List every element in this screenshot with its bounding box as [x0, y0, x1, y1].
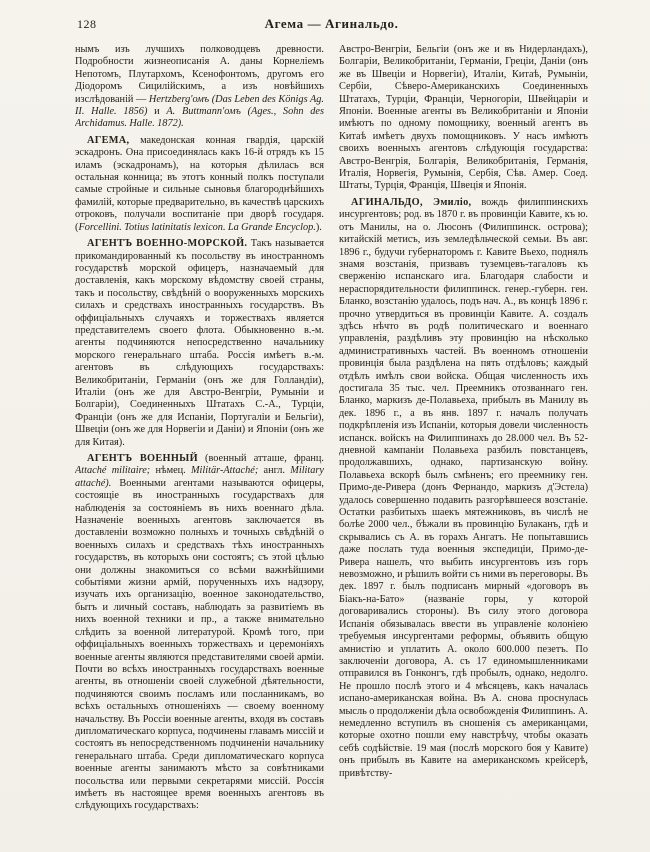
text-run: «договоръ въ Біакъ-на-Бато»	[339, 581, 588, 605]
text-run: ).	[315, 221, 322, 233]
article-headword: АГЕНТЪ ВОЕННЫЙ	[87, 453, 198, 464]
article-agent-voennyi	[75, 453, 324, 813]
right-column	[339, 44, 588, 840]
article-agema	[75, 135, 324, 234]
text-run: и	[147, 106, 167, 118]
text-run: Militär-Attaché;	[190, 465, 259, 477]
text-run: Военными агентами называются офицеры, состоящіе въ иностранныхъ государствахъ для наблюденія за состояніемъ въ нихъ военнаго дѣла. Назначеніе военныхъ агентовъ заключается въ доставленіи возможно полныхъ и точныхъ свѣдѣній о военныхъ силахъ и средствахъ тѣхъ иностранныхъ государствъ, въ которыхъ они состоятъ; съ этой цѣлью они должны знакомиться со всѣми важнѣйшими событіями жизни армій, порученныхъ ихъ надзору, изучать ихъ организацію, военное законодательство, бытъ и личный составъ, наблюдать за развитіемъ въ нихъ военной техники и пр., а также внимательно слѣдить за военной литературой. Кромѣ того, при оффиціальныхъ военныхъ торжествахъ и церемоніяхъ военные агенты являются представителями своей арміи. Почти во всѣхъ иностранныхъ государствахъ военные агенты, въ отношеніи своей служебной дѣятельности, подчиняются своимъ посламъ или посланникамъ, во всѣхъ остальныхъ отношеніяхъ — своему военному начальству. Въ Россіи военные агенты, входя въ составъ дипломатическаго корпуса, подчинены главамъ миссій и состоятъ въ непосредственномъ подчиненіи начальнику генеральнаго штаба. Среди дипломатическаго корпуса военные агенты занимаютъ мѣсто за совѣтниками посольства или первыми секретарями миссій. Россія имѣетъ въ настоящее время военныхъ агентовъ въ слѣдующихъ государствахъ:	[75, 477, 324, 812]
article-agent-voennyi-continuation	[339, 44, 588, 193]
article-aguinaldo	[339, 197, 588, 780]
text-run: (названіе горы, у которой договаривались стороны). Въ силу этого договора Испанія обязывалась ввести въ управленіе колоніею требуемыя инсургентами реформы, объявить общую амнистію и уплатить А. около 600.000 пезетъ. По заключеніи договора, А. съ 17 единомышленниками отправился въ Гонконгъ, гдѣ пробылъ, однако, недолго. Не прошло послѣ этого и 4 мѣсяцевъ, какъ началась испано-американская война. Въ А. снова проснулась мысль о продолженіи дѣла освобожденія Филиппинъ. А. немедленно вступилъ въ сношенія съ американцами, которые охотно пошли ему навстрѣчу, чтобы оказать себѣ содѣйствіе. 19 мая (послѣ морского боя у Кавите) онъ прибылъ въ Кавите на американскомъ крейсерѣ, привѣтству-	[339, 593, 588, 779]
text-run: Attaché militaire;	[75, 465, 151, 477]
text-run: Military attaché).	[75, 465, 324, 489]
text-run: A. Buttmann'омъ (Ages., Sohn des Archidamus. Halle. 1872).	[75, 106, 324, 130]
left-column	[75, 44, 324, 840]
article-headword: АГЕМА,	[87, 134, 130, 146]
text-run: Такъ называется прикомандированный къ посольству въ иностранномъ государствѣ морской офицеръ, назначаемый для доставленія, какъ морскому вѣдомству своей страны, такъ и посольству, свѣдѣній о вооруженныхъ морскихъ силахъ и средствахъ иностранныхъ государствъ. Въ оффиціальныхъ случаяхъ и торжествахъ является представителемъ своего флота. Обыкновенно в.-м. агенты подчиняются непосредственно начальнику морского генеральнаго штаба. Россія имѣетъ в.-м. агентовъ въ слѣдующихъ государствахъ: Великобританіи, Германіи (онъ же для Голландіи), Италіи (онъ же для Австро-Венгріи, Румыніи и Болгаріи), Соединенныхъ Штатахъ С.-А., Турціи, Франціи (онъ же для Испаніи, Португаліи и Бельгіи), Швеціи (онъ же для Норвегіи и Даніи) и Японіи (онъ же для Китая).	[75, 238, 324, 448]
text-run: македонская конная гвардія, царскій эскадронъ. Она присоединялась какъ 16-й отрядъ къ 15 иламъ (эскадронамъ), на которыя дѣлилась вся остальная конница; въ этотъ конный полкъ поступали самые стройные и сильные сыновья благороднѣйшихъ фамилій, которые предварительно, въ качествѣ царскихъ отроковъ, получали воспитаніе при дворѣ государя. (	[75, 134, 324, 233]
text-run: Австро-Венгріи, Бельгіи (онъ же и въ Нидерландахъ), Болгаріи, Великобританіи, Германіи, Греціи, Даніи (онъ же въ Швеціи и Норвегіи), Италіи, Китаѣ, Румыніи, Сербіи, Сѣверо-Американскихъ Соединенныхъ Штатахъ, Турціи, Франціи, Черногоріи, Швейцаріи и Японіи. Военные агенты въ Великобританіи и Японіи имѣютъ по одному помощнику, военный агентъ въ Китаѣ имѣетъ двухъ помощниковъ. У насъ имѣютъ своихъ военныхъ агентовъ слѣдующія государства: Австро-Венгрія, Болгарія, Великобританія, Германія, Италія, Норвегія, Румынія, Сербія, Сѣв. Амер. Соед. Штаты, Турція, Франція, Швеція и Японія.	[339, 44, 588, 192]
page-number: 128	[77, 17, 97, 31]
text-run: Forcellini. Totius latinitatis lexicon. La Grande Encyclop.	[78, 221, 316, 233]
running-title: Агема — Агинальдо.	[264, 16, 399, 31]
article-headword: АГИНАЛЬДО, Эмиліо,	[351, 196, 472, 208]
page-header	[75, 16, 588, 34]
article-agent-voenno-morskoy	[75, 238, 324, 449]
article-agesilaus-continuation	[75, 44, 324, 131]
text-run: (военный атташе, франц.	[197, 453, 324, 464]
text-run: вождь филиппинскихъ инсургентовъ; род. въ 1870 г. въ провинціи Кавите, къ ю. отъ Манилы, на о. Люсонъ (Филиппинск. острова); китайскій метисъ, изъ земледѣльческой семьи. Въ авг. 1896 г., будучи губернаторомъ г. Кавите Вьехо, поднялъ знамя возстанія, призвавъ туземцевъ-тагаловъ къ сверженію испанскаго ига. Благодаря слабости и нераспорядительности филиппинск. генер.-губерн. ген. Бланко, возстанію удалось, подъ нач. А., въ концѣ 1896 г. прочно утвердиться въ провинціи Кавите. А. создалъ здѣсь нѣчто въ родѣ политическаго и военнаго управленія, раздѣливъ эту провинцію на нѣсколько административныхъ частей. Въ военномъ отношеніи провинція была раздѣлена на пять отдѣловъ; каждый отдѣлъ имѣлъ свои войска. Общая численность ихъ достигала 35 тыс. чел. Преемникъ отозваннаго ген. Бланко, маркизъ де-Полавьеха, прибылъ въ Манилу въ дек. 1896 г., а въ янв. 1897 г. началъ получать подкрѣпленія изъ Испаніи, которыя довели численность испанск. войскъ на Филиппинахъ до 28.000 чел. Въ 52-дневной кампаніи Полавьеха разбилъ повстанцевъ, продолжавшихъ, однако, партизанскую войну. Полавьеха вскорѣ былъ смѣненъ; его преемнику ген. Примо-де-Ривера (донъ Фернандо, маркизъ д'Эстела) удалось совершенно подавить разгорѣвшееся возстаніе. Остатки разбитыхъ шаекъ мятежниковъ, въ числѣ не болѣе 2000 чел., бѣжали въ провинцію Булаканъ, гдѣ и скрывались съ А. въ горахъ Ангатъ. Не попытавшись даже послать туда военныя экспедиціи, Примо-де-Ривера нашелъ, что выбить инсургентовъ изъ горъ невозможно, и рѣшилъ войти съ ними въ переговоры. Въ дек. 1897 г. былъ подписанъ мирный	[339, 196, 588, 593]
text-run: нымъ изъ лучшихъ полководцевъ древности. Подробности жизнеописанія А. даны Корнеліемъ Непотомъ, Плутархомъ, Ксенофонтомъ, другомъ его Діодоромъ Сицилійскимъ, а изъ новѣйшихъ изслѣдованій —	[75, 44, 324, 105]
text-run: Hertzberg'омъ (Das Leben des Königs Ag. II. Halle. 1856)	[75, 93, 324, 118]
text-run: нѣмец.	[150, 465, 191, 477]
text-run: англ.	[258, 465, 291, 477]
text-body	[75, 44, 588, 840]
article-headword: АГЕНТЪ ВОЕННО-МОРСКОЙ.	[87, 238, 248, 250]
